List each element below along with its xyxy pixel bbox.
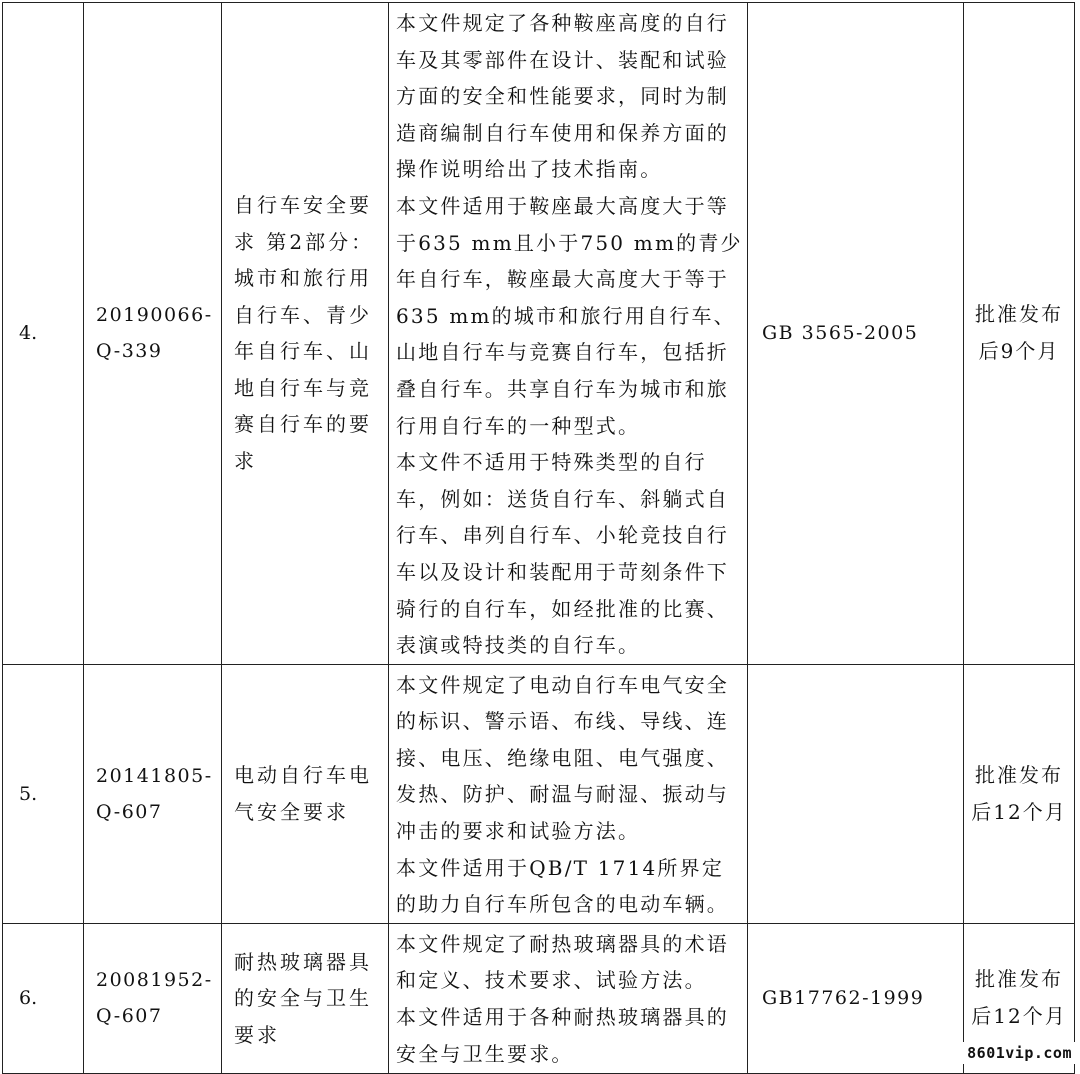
scope-paragraph: 本文件规定了各种鞍座高度的自行车及其零部件在设计、装配和试验方面的安全和性能要求，同时为制造商编制自行车使用和保养方面的操作说明给出了技术指南。 [396,11,729,182]
plan-code: 20190066-Q-339 [84,3,222,665]
site-watermark: 8601vip.com [959,1042,1078,1064]
plan-code: 20081952-Q-607 [84,923,222,1073]
scope-paragraph: 本文件适用于各种耐热玻璃器具的安全与卫生要求。 [396,1005,729,1066]
table-row [3,923,1075,1073]
scope-paragraph: 本文件适用于QB/T 1714所界定的助力自行车所包含的电动车辆。 [396,855,729,917]
standard-name: 耐热玻璃器具的安全与卫生要求 [222,923,389,1073]
replaced-standard: GB17762-1999 [748,923,964,1073]
replaced-standard: GB 3565-2005 [748,3,964,665]
standard-name: 电动自行车电气安全要求 [222,664,389,923]
standard-scope [389,664,748,923]
scope-paragraph: 本文件规定了电动自行车电气安全的标识、警示语、布线、导线、连接、电压、绝缘电阻、电气强度、发热、防护、耐温与耐湿、振动与冲击的要求和试验方法。 [396,672,729,844]
scope-paragraph: 本文件适用于鞍座最大高度大于等于635 mm且小于750 mm的青少年自行车，鞍座最大高度大于等于635 mm的城市和旅行用自行车、山地自行车与竞赛自行车，包括折叠自行车。共享自行车为城市和旅行用自行车的一种型式。 [396,193,743,438]
scope-paragraph: 本文件不适用于特殊类型的自行车，例如：送货自行车、斜躺式自行车、串列自行车、小轮竞技自行车以及设计和装配用于苛刻条件下骑行的自行车，如经批准的比赛、表演或特技类的自行车。 [396,450,729,658]
standard-scope [389,3,748,665]
standards-table [2,2,1075,1074]
row-number: 4. [3,3,84,665]
standard-scope [389,923,748,1073]
plan-code: 20141805-Q-607 [84,664,222,923]
table-row [3,3,1075,665]
table-row [3,664,1075,923]
replaced-standard [748,664,964,923]
scope-paragraph: 本文件规定了耐热玻璃器具的术语和定义、技术要求、试验方法。 [396,931,729,993]
implementation-time: 批准发布后12个月 [964,923,1075,1073]
row-number: 5. [3,664,84,923]
implementation-time: 批准发布后9个月 [964,3,1075,665]
standard-name: 自行车安全要求 第2部分：城市和旅行用自行车、青少年自行车、山地自行车与竞赛自行车的要求 [222,3,389,665]
implementation-time: 批准发布后12个月 [964,664,1075,923]
row-number: 6. [3,923,84,1073]
